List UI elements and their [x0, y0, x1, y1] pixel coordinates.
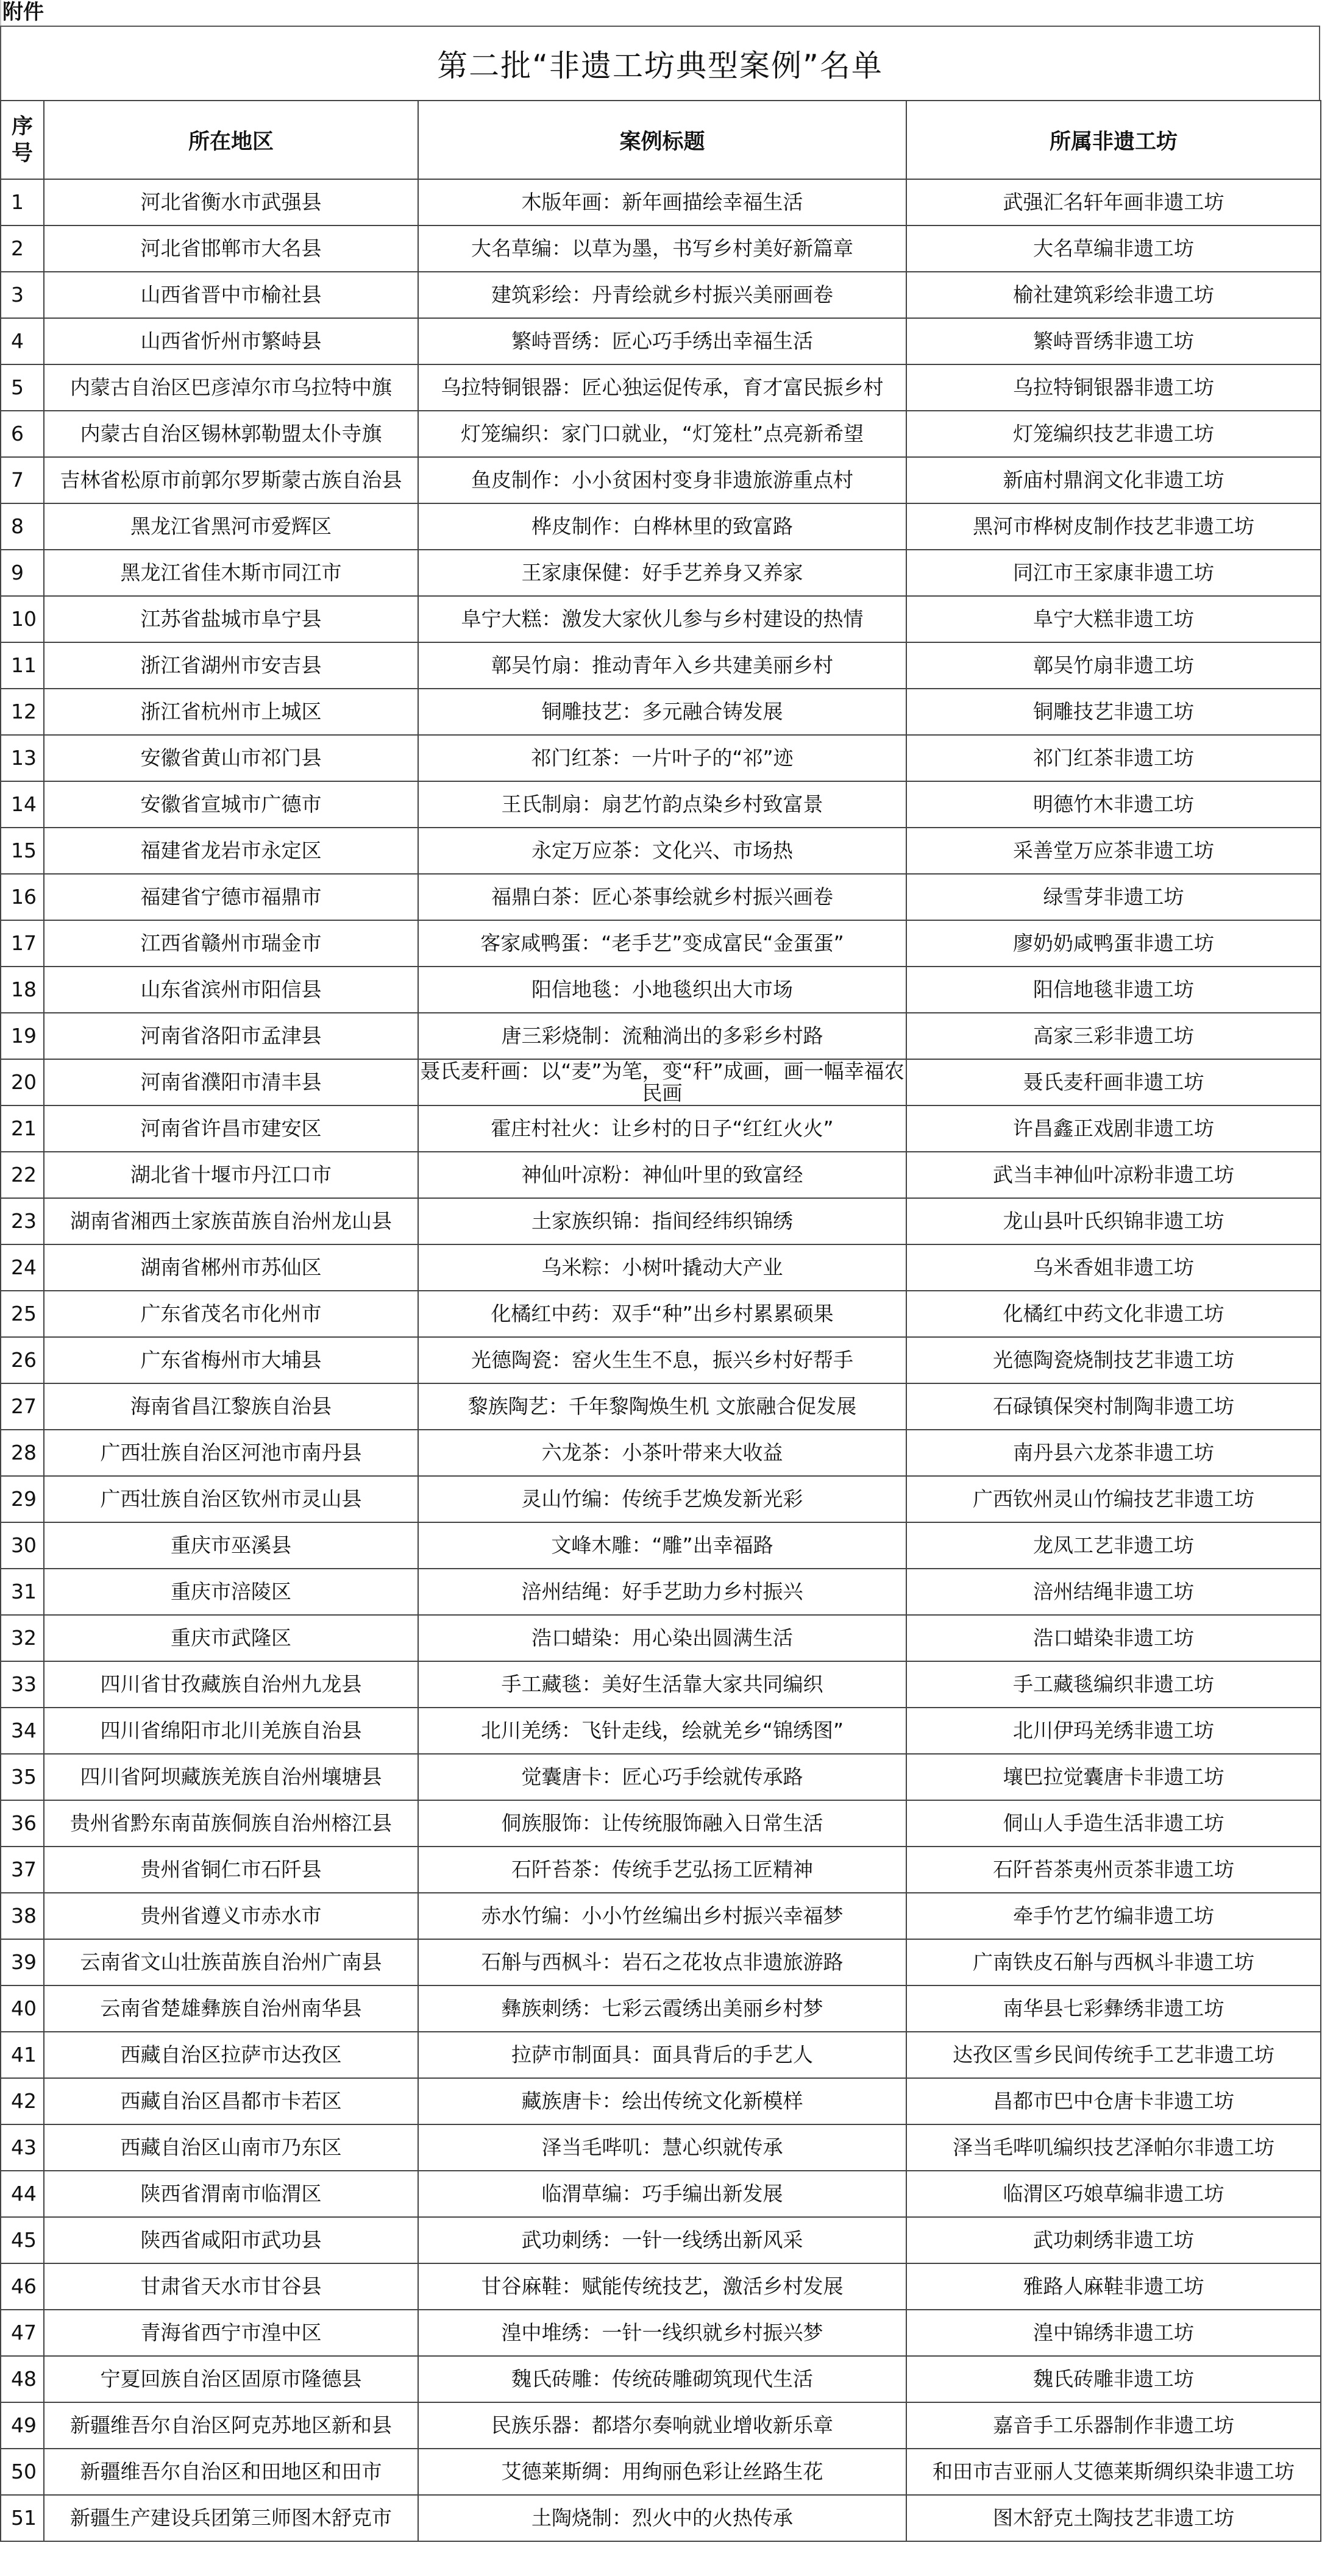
cell-seq: 12 — [1, 689, 44, 735]
cell-workshop: 繁峙晋绣非遗工坊 — [906, 318, 1321, 364]
cell-case-title: 石斛与西枫斗：岩石之花妆点非遗旅游路 — [418, 1939, 906, 1985]
cell-case-title: 繁峙晋绣：匠心巧手绣出幸福生活 — [418, 318, 906, 364]
cell-workshop: 广西钦州灵山竹编技艺非遗工坊 — [906, 1476, 1321, 1522]
cell-seq: 30 — [1, 1522, 44, 1569]
cell-region: 河南省洛阳市孟津县 — [44, 1013, 418, 1059]
cell-workshop: 图木舒克土陶技艺非遗工坊 — [906, 2495, 1321, 2541]
cell-case-title: 霍庄村社火：让乡村的日子“红红火火” — [418, 1105, 906, 1152]
table-row — [1, 1337, 1321, 1383]
cell-seq: 10 — [1, 596, 44, 642]
cell-case-title: 涪州结绳：好手艺助力乡村振兴 — [418, 1569, 906, 1615]
cell-workshop: 和田市吉亚丽人艾德莱斯绸织染非遗工坊 — [906, 2449, 1321, 2495]
sheet-top-strip — [0, 0, 1320, 26]
cell-region: 陕西省渭南市临渭区 — [44, 2171, 418, 2217]
table-row — [1, 1893, 1321, 1939]
cell-case-title: 手工藏毯：美好生活靠大家共同编织 — [418, 1661, 906, 1708]
cell-workshop: 高家三彩非遗工坊 — [906, 1013, 1321, 1059]
cell-case-title: 鱼皮制作：小小贫困村变身非遗旅游重点村 — [418, 457, 906, 503]
table-row — [1, 2495, 1321, 2541]
table-header-row — [1, 101, 1321, 179]
table-row — [1, 1198, 1321, 1244]
cell-case-title: 乌米粽：小树叶撬动大产业 — [418, 1244, 906, 1291]
cell-seq: 27 — [1, 1383, 44, 1430]
cell-region: 内蒙古自治区锡林郭勒盟太仆寺旗 — [44, 411, 418, 457]
cell-region: 四川省绵阳市北川羌族自治县 — [44, 1708, 418, 1754]
cell-seq: 16 — [1, 874, 44, 920]
cell-workshop: 聂氏麦秆画非遗工坊 — [906, 1059, 1321, 1105]
cell-region: 西藏自治区山南市乃东区 — [44, 2124, 418, 2171]
cell-seq: 1 — [1, 179, 44, 225]
cell-case-title: 民族乐器：都塔尔奏响就业增收新乐章 — [418, 2402, 906, 2449]
cell-workshop: 采善堂万应茶非遗工坊 — [906, 828, 1321, 874]
cell-region: 河南省许昌市建安区 — [44, 1105, 418, 1152]
cell-region: 重庆市涪陵区 — [44, 1569, 418, 1615]
header-region: 所在地区 — [44, 101, 418, 179]
cell-region: 吉林省松原市前郭尔罗斯蒙古族自治县 — [44, 457, 418, 503]
table-row — [1, 2078, 1321, 2124]
cell-region: 湖南省郴州市苏仙区 — [44, 1244, 418, 1291]
table-row — [1, 1569, 1321, 1615]
cell-region: 贵州省遵义市赤水市 — [44, 1893, 418, 1939]
cell-case-title: 北川羌绣：飞针走线，绘就羌乡“锦绣图” — [418, 1708, 906, 1754]
cell-case-title: 鄣吴竹扇：推动青年入乡共建美丽乡村 — [418, 642, 906, 689]
cell-seq: 11 — [1, 642, 44, 689]
cell-region: 四川省甘孜藏族自治州九龙县 — [44, 1661, 418, 1708]
cell-case-title: 建筑彩绘：丹青绘就乡村振兴美丽画卷 — [418, 272, 906, 318]
cell-seq: 18 — [1, 967, 44, 1013]
cell-seq: 19 — [1, 1013, 44, 1059]
cell-region: 黑龙江省黑河市爱辉区 — [44, 503, 418, 550]
table-row — [1, 596, 1321, 642]
cell-case-title: 泽当毛哔叽：慧心织就传承 — [418, 2124, 906, 2171]
cell-case-title: 大名草编：以草为墨，书写乡村美好新篇章 — [418, 225, 906, 272]
table-row — [1, 1800, 1321, 1847]
cell-case-title: 赤水竹编：小小竹丝编出乡村振兴幸福梦 — [418, 1893, 906, 1939]
cell-seq: 31 — [1, 1569, 44, 1615]
cell-region: 河北省衡水市武强县 — [44, 179, 418, 225]
table-row — [1, 1522, 1321, 1569]
cell-workshop: 石阡苔茶夷州贡茶非遗工坊 — [906, 1847, 1321, 1893]
cell-case-title: 桦皮制作：白桦林里的致富路 — [418, 503, 906, 550]
cell-seq: 32 — [1, 1615, 44, 1661]
cell-region: 河北省邯郸市大名县 — [44, 225, 418, 272]
table-row — [1, 1615, 1321, 1661]
cell-seq: 35 — [1, 1754, 44, 1800]
cell-workshop: 灯笼编织技艺非遗工坊 — [906, 411, 1321, 457]
cell-workshop: 阳信地毯非遗工坊 — [906, 967, 1321, 1013]
table-row — [1, 179, 1321, 225]
cell-case-title: 土家族织锦：指间经纬织锦绣 — [418, 1198, 906, 1244]
cell-region: 西藏自治区昌都市卡若区 — [44, 2078, 418, 2124]
cell-seq: 14 — [1, 781, 44, 828]
table-row — [1, 2171, 1321, 2217]
cell-workshop: 武当丰神仙叶凉粉非遗工坊 — [906, 1152, 1321, 1198]
cell-region: 重庆市武隆区 — [44, 1615, 418, 1661]
cell-seq: 38 — [1, 1893, 44, 1939]
cell-seq: 47 — [1, 2310, 44, 2356]
cell-seq: 23 — [1, 1198, 44, 1244]
cell-seq: 25 — [1, 1291, 44, 1337]
cell-workshop: 铜雕技艺非遗工坊 — [906, 689, 1321, 735]
cell-seq: 42 — [1, 2078, 44, 2124]
table-row — [1, 1430, 1321, 1476]
cell-region: 安徽省宣城市广德市 — [44, 781, 418, 828]
table-row — [1, 920, 1321, 967]
table-row — [1, 1939, 1321, 1985]
cell-workshop: 龙山县叶氏织锦非遗工坊 — [906, 1198, 1321, 1244]
cell-workshop: 壤巴拉觉囊唐卡非遗工坊 — [906, 1754, 1321, 1800]
page-title: 第二批“非遗工坊典型案例”名单 — [0, 27, 1320, 100]
cell-seq: 44 — [1, 2171, 44, 2217]
cell-case-title: 祁门红茶：一片叶子的“祁”迹 — [418, 735, 906, 781]
cell-case-title: 永定万应茶：文化兴、市场热 — [418, 828, 906, 874]
table-row — [1, 781, 1321, 828]
cell-seq: 36 — [1, 1800, 44, 1847]
table-row — [1, 1383, 1321, 1430]
cell-workshop: 涪州结绳非遗工坊 — [906, 1569, 1321, 1615]
cell-seq: 22 — [1, 1152, 44, 1198]
table-row — [1, 1105, 1321, 1152]
cell-seq: 9 — [1, 550, 44, 596]
cell-workshop: 魏氏砖雕非遗工坊 — [906, 2356, 1321, 2402]
attachment-label: 附件 — [2, 0, 44, 24]
cell-region: 黑龙江省佳木斯市同江市 — [44, 550, 418, 596]
table-row — [1, 1291, 1321, 1337]
cell-region: 云南省楚雄彝族自治州南华县 — [44, 1985, 418, 2032]
cell-workshop: 光德陶瓷烧制技艺非遗工坊 — [906, 1337, 1321, 1383]
cell-workshop: 嘉音手工乐器制作非遗工坊 — [906, 2402, 1321, 2449]
cell-case-title: 藏族唐卡：绘出传统文化新模样 — [418, 2078, 906, 2124]
table-row — [1, 1661, 1321, 1708]
cell-workshop: 武强汇名轩年画非遗工坊 — [906, 179, 1321, 225]
cell-seq: 37 — [1, 1847, 44, 1893]
cell-workshop: 鄣吴竹扇非遗工坊 — [906, 642, 1321, 689]
cell-seq: 21 — [1, 1105, 44, 1152]
cell-seq: 46 — [1, 2263, 44, 2310]
cell-seq: 2 — [1, 225, 44, 272]
table-row — [1, 550, 1321, 596]
table-row — [1, 1708, 1321, 1754]
cell-region: 浙江省湖州市安吉县 — [44, 642, 418, 689]
cell-seq: 3 — [1, 272, 44, 318]
cell-seq: 6 — [1, 411, 44, 457]
cell-workshop: 牵手竹艺竹编非遗工坊 — [906, 1893, 1321, 1939]
cell-region: 河南省濮阳市清丰县 — [44, 1059, 418, 1105]
cell-case-title: 阜宁大糕：激发大家伙儿参与乡村建设的热情 — [418, 596, 906, 642]
table-row — [1, 2402, 1321, 2449]
cell-workshop: 许昌鑫正戏剧非遗工坊 — [906, 1105, 1321, 1152]
cell-region: 湖北省十堰市丹江口市 — [44, 1152, 418, 1198]
cell-case-title: 客家咸鸭蛋：“老手艺”变成富民“金蛋蛋” — [418, 920, 906, 967]
cell-seq: 29 — [1, 1476, 44, 1522]
cell-seq: 39 — [1, 1939, 44, 1985]
table-row — [1, 457, 1321, 503]
cell-workshop: 北川伊玛羌绣非遗工坊 — [906, 1708, 1321, 1754]
table-row — [1, 1476, 1321, 1522]
cell-case-title: 木版年画：新年画描绘幸福生活 — [418, 179, 906, 225]
cell-seq: 33 — [1, 1661, 44, 1708]
table-row — [1, 318, 1321, 364]
cell-seq: 15 — [1, 828, 44, 874]
cell-region: 广西壮族自治区钦州市灵山县 — [44, 1476, 418, 1522]
table-row — [1, 967, 1321, 1013]
table-row — [1, 2449, 1321, 2495]
cell-region: 安徽省黄山市祁门县 — [44, 735, 418, 781]
cell-seq: 43 — [1, 2124, 44, 2171]
cell-case-title: 神仙叶凉粉：神仙叶里的致富经 — [418, 1152, 906, 1198]
cell-case-title: 拉萨市制面具：面具背后的手艺人 — [418, 2032, 906, 2078]
cell-case-title: 侗族服饰：让传统服饰融入日常生活 — [418, 1800, 906, 1847]
cell-workshop: 昌都市巴中仓唐卡非遗工坊 — [906, 2078, 1321, 2124]
cell-workshop: 侗山人手造生活非遗工坊 — [906, 1800, 1321, 1847]
cell-seq: 40 — [1, 1985, 44, 2032]
cell-region: 山东省滨州市阳信县 — [44, 967, 418, 1013]
cell-case-title: 武功刺绣：一针一线绣出新风采 — [418, 2217, 906, 2263]
cell-region: 云南省文山壮族苗族自治州广南县 — [44, 1939, 418, 1985]
table-row — [1, 874, 1321, 920]
table-row — [1, 411, 1321, 457]
cell-region: 山西省晋中市榆社县 — [44, 272, 418, 318]
cell-workshop: 乌拉特铜银器非遗工坊 — [906, 364, 1321, 411]
cell-seq: 49 — [1, 2402, 44, 2449]
cell-case-title: 石阡苔茶：传统手艺弘扬工匠精神 — [418, 1847, 906, 1893]
cell-case-title: 光德陶瓷：窑火生生不息，振兴乡村好帮手 — [418, 1337, 906, 1383]
cell-case-title: 临渭草编：巧手编出新发展 — [418, 2171, 906, 2217]
cell-region: 福建省宁德市福鼎市 — [44, 874, 418, 920]
cell-region: 新疆维吾尔自治区和田地区和田市 — [44, 2449, 418, 2495]
table-row — [1, 1152, 1321, 1198]
cell-seq: 13 — [1, 735, 44, 781]
cell-workshop: 武功刺绣非遗工坊 — [906, 2217, 1321, 2263]
cell-workshop: 临渭区巧娘草编非遗工坊 — [906, 2171, 1321, 2217]
cell-case-title: 湟中堆绣：一针一线织就乡村振兴梦 — [418, 2310, 906, 2356]
cell-workshop: 明德竹木非遗工坊 — [906, 781, 1321, 828]
cell-region: 青海省西宁市湟中区 — [44, 2310, 418, 2356]
cell-seq: 7 — [1, 457, 44, 503]
cell-workshop: 湟中锦绣非遗工坊 — [906, 2310, 1321, 2356]
header-seq: 序号 — [1, 101, 44, 179]
cell-seq: 34 — [1, 1708, 44, 1754]
cell-case-title: 灵山竹编：传统手艺焕发新光彩 — [418, 1476, 906, 1522]
cell-case-title: 王家康保健：好手艺养身又养家 — [418, 550, 906, 596]
cell-workshop: 化橘红中药文化非遗工坊 — [906, 1291, 1321, 1337]
table-row — [1, 1013, 1321, 1059]
case-list-table — [0, 100, 1321, 2542]
cell-workshop: 泽当毛哔叽编织技艺泽帕尔非遗工坊 — [906, 2124, 1321, 2171]
header-workshop: 所属非遗工坊 — [906, 101, 1321, 179]
cell-seq: 41 — [1, 2032, 44, 2078]
cell-case-title: 福鼎白茶：匠心茶事绘就乡村振兴画卷 — [418, 874, 906, 920]
cell-case-title: 浩口蜡染：用心染出圆满生活 — [418, 1615, 906, 1661]
cell-region: 宁夏回族自治区固原市隆德县 — [44, 2356, 418, 2402]
cell-case-title: 甘谷麻鞋：赋能传统技艺，激活乡村发展 — [418, 2263, 906, 2310]
cell-region: 西藏自治区拉萨市达孜区 — [44, 2032, 418, 2078]
table-row — [1, 2124, 1321, 2171]
table-row — [1, 503, 1321, 550]
cell-region: 四川省阿坝藏族羌族自治州壤塘县 — [44, 1754, 418, 1800]
cell-region: 浙江省杭州市上城区 — [44, 689, 418, 735]
cell-region: 内蒙古自治区巴彦淖尔市乌拉特中旗 — [44, 364, 418, 411]
cell-workshop: 廖奶奶咸鸭蛋非遗工坊 — [906, 920, 1321, 967]
cell-region: 海南省昌江黎族自治县 — [44, 1383, 418, 1430]
cell-case-title: 聂氏麦秆画：以“麦”为笔，变“秆”成画，画一幅幸福农民画 — [418, 1059, 906, 1105]
cell-region: 广东省茂名市化州市 — [44, 1291, 418, 1337]
cell-region: 甘肃省天水市甘谷县 — [44, 2263, 418, 2310]
cell-workshop: 达孜区雪乡民间传统手工艺非遗工坊 — [906, 2032, 1321, 2078]
cell-seq: 20 — [1, 1059, 44, 1105]
cell-case-title: 魏氏砖雕：传统砖雕砌筑现代生活 — [418, 2356, 906, 2402]
cell-workshop: 雅路人麻鞋非遗工坊 — [906, 2263, 1321, 2310]
cell-seq: 50 — [1, 2449, 44, 2495]
table-row — [1, 1059, 1321, 1105]
cell-region: 贵州省铜仁市石阡县 — [44, 1847, 418, 1893]
cell-workshop: 黑河市桦树皮制作技艺非遗工坊 — [906, 503, 1321, 550]
cell-case-title: 文峰木雕：“雕”出幸福路 — [418, 1522, 906, 1569]
cell-seq: 24 — [1, 1244, 44, 1291]
cell-workshop: 绿雪芽非遗工坊 — [906, 874, 1321, 920]
table-row — [1, 1244, 1321, 1291]
cell-workshop: 祁门红茶非遗工坊 — [906, 735, 1321, 781]
table-row — [1, 828, 1321, 874]
header-case-title: 案例标题 — [418, 101, 906, 179]
cell-region: 湖南省湘西土家族苗族自治州龙山县 — [44, 1198, 418, 1244]
table-row — [1, 364, 1321, 411]
cell-seq: 17 — [1, 920, 44, 967]
cell-workshop: 同江市王家康非遗工坊 — [906, 550, 1321, 596]
table-row — [1, 2356, 1321, 2402]
cell-region: 广西壮族自治区河池市南丹县 — [44, 1430, 418, 1476]
cell-workshop: 龙凤工艺非遗工坊 — [906, 1522, 1321, 1569]
cell-case-title: 彝族刺绣：七彩云霞绣出美丽乡村梦 — [418, 1985, 906, 2032]
cell-workshop: 乌米香姐非遗工坊 — [906, 1244, 1321, 1291]
cell-seq: 8 — [1, 503, 44, 550]
cell-seq: 28 — [1, 1430, 44, 1476]
cell-workshop: 新庙村鼎润文化非遗工坊 — [906, 457, 1321, 503]
cell-region: 山西省忻州市繁峙县 — [44, 318, 418, 364]
cell-region: 广东省梅州市大埔县 — [44, 1337, 418, 1383]
cell-workshop: 石碌镇保突村制陶非遗工坊 — [906, 1383, 1321, 1430]
table-row — [1, 2310, 1321, 2356]
cell-seq: 4 — [1, 318, 44, 364]
cell-region: 福建省龙岩市永定区 — [44, 828, 418, 874]
table-row — [1, 735, 1321, 781]
table-row — [1, 225, 1321, 272]
cell-seq: 26 — [1, 1337, 44, 1383]
cell-seq: 45 — [1, 2217, 44, 2263]
cell-workshop: 南丹县六龙茶非遗工坊 — [906, 1430, 1321, 1476]
table-row — [1, 1754, 1321, 1800]
cell-region: 新疆生产建设兵团第三师图木舒克市 — [44, 2495, 418, 2541]
cell-seq: 5 — [1, 364, 44, 411]
table-row — [1, 272, 1321, 318]
table-row — [1, 1847, 1321, 1893]
cell-workshop: 榆社建筑彩绘非遗工坊 — [906, 272, 1321, 318]
cell-workshop: 阜宁大糕非遗工坊 — [906, 596, 1321, 642]
table-row — [1, 642, 1321, 689]
cell-case-title: 唐三彩烧制：流釉淌出的多彩乡村路 — [418, 1013, 906, 1059]
cell-case-title: 灯笼编织：家门口就业，“灯笼杜”点亮新希望 — [418, 411, 906, 457]
cell-case-title: 化橘红中药：双手“种”出乡村累累硕果 — [418, 1291, 906, 1337]
cell-case-title: 觉囊唐卡：匠心巧手绘就传承路 — [418, 1754, 906, 1800]
table-row — [1, 2032, 1321, 2078]
cell-case-title: 铜雕技艺：多元融合铸发展 — [418, 689, 906, 735]
cell-case-title: 黎族陶艺：千年黎陶焕生机 文旅融合促发展 — [418, 1383, 906, 1430]
cell-seq: 51 — [1, 2495, 44, 2541]
cell-region: 江西省赣州市瑞金市 — [44, 920, 418, 967]
cell-region: 重庆市巫溪县 — [44, 1522, 418, 1569]
table-row — [1, 2217, 1321, 2263]
cell-case-title: 土陶烧制：烈火中的火热传承 — [418, 2495, 906, 2541]
cell-seq: 48 — [1, 2356, 44, 2402]
table-row — [1, 689, 1321, 735]
table-row — [1, 1985, 1321, 2032]
cell-workshop: 浩口蜡染非遗工坊 — [906, 1615, 1321, 1661]
cell-case-title: 艾德莱斯绸：用绚丽色彩让丝路生花 — [418, 2449, 906, 2495]
cell-region: 江苏省盐城市阜宁县 — [44, 596, 418, 642]
cell-workshop: 广南铁皮石斛与西枫斗非遗工坊 — [906, 1939, 1321, 1985]
cell-region: 新疆维吾尔自治区阿克苏地区新和县 — [44, 2402, 418, 2449]
cell-case-title: 六龙茶：小茶叶带来大收益 — [418, 1430, 906, 1476]
cell-workshop: 手工藏毯编织非遗工坊 — [906, 1661, 1321, 1708]
cell-workshop: 南华县七彩彝绣非遗工坊 — [906, 1985, 1321, 2032]
cell-region: 陕西省咸阳市武功县 — [44, 2217, 418, 2263]
cell-case-title: 阳信地毯：小地毯织出大市场 — [418, 967, 906, 1013]
cell-workshop: 大名草编非遗工坊 — [906, 225, 1321, 272]
cell-case-title: 王氏制扇：扇艺竹韵点染乡村致富景 — [418, 781, 906, 828]
cell-region: 贵州省黔东南苗族侗族自治州榕江县 — [44, 1800, 418, 1847]
table-row — [1, 2263, 1321, 2310]
cell-case-title: 乌拉特铜银器：匠心独运促传承，育才富民振乡村 — [418, 364, 906, 411]
